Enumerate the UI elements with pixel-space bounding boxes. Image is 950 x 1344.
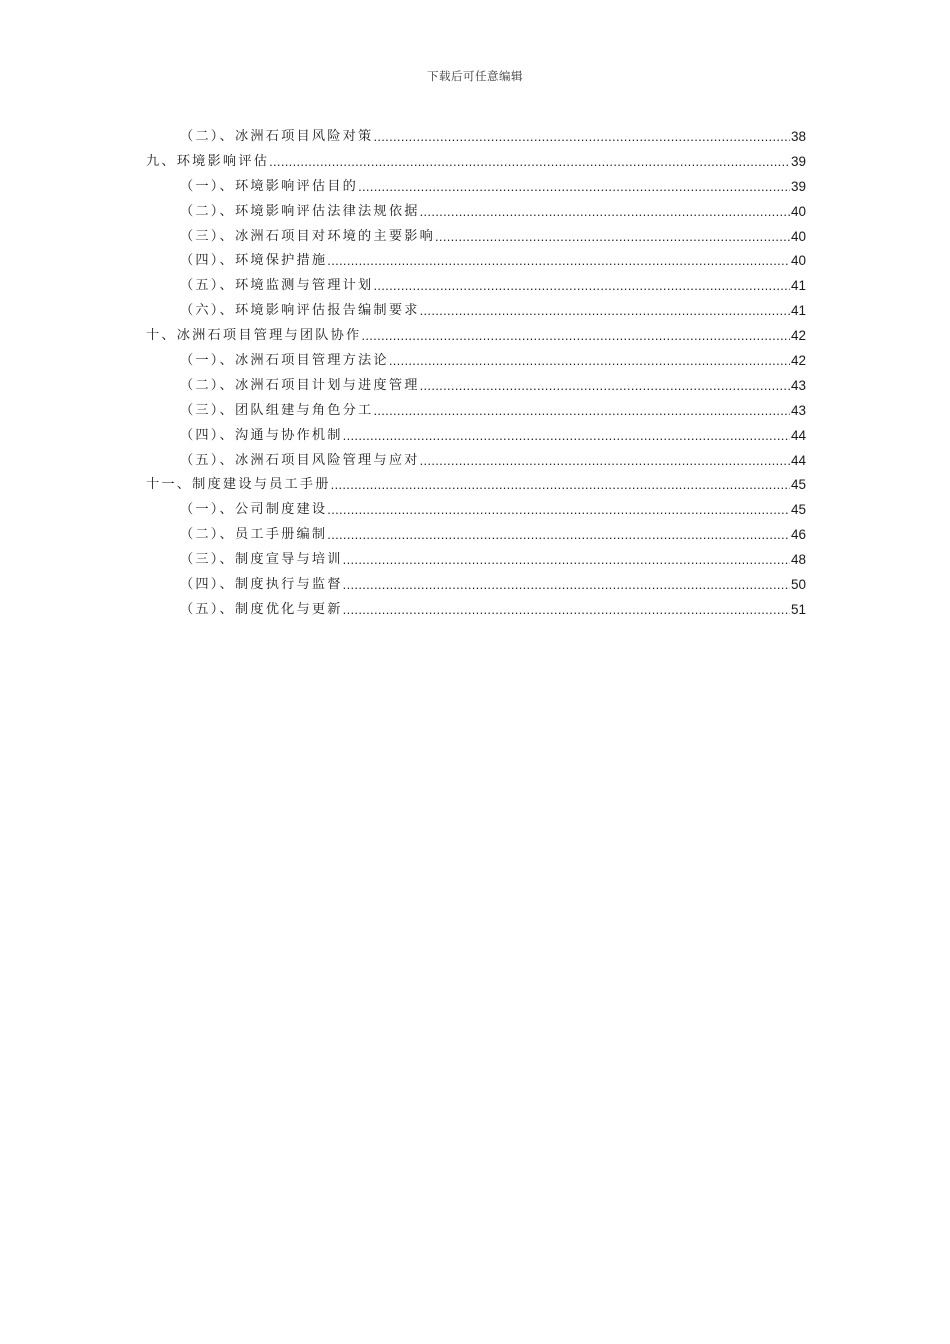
toc-dot-leader [327,249,790,274]
toc-entry-title: （四）、沟通与协作机制 [180,427,343,443]
toc-page-number: 48 [790,552,806,568]
toc-dot-leader [420,374,790,399]
toc-entry[interactable] [146,125,806,150]
toc-entry[interactable] [146,349,806,374]
toc-entry-title: （一）、公司制度建设 [180,502,328,518]
toc-page-number: 45 [790,502,806,518]
toc-page-number: 45 [790,477,806,493]
toc-dot-leader [373,274,790,299]
toc-page-number: 44 [790,427,806,443]
toc-entry[interactable] [146,200,806,225]
toc-page-number: 40 [790,253,806,269]
toc-dot-leader [420,449,790,474]
toc-entry[interactable] [146,449,806,474]
toc-entry[interactable] [146,274,806,299]
toc-dot-leader [420,299,790,324]
toc-entry[interactable] [146,573,806,598]
toc-entry[interactable] [146,225,806,250]
toc-page-number: 42 [790,353,806,368]
toc-entry-title: （二）、环境影响评估法律法规依据 [180,203,420,219]
toc-dot-leader [361,324,790,349]
toc-dot-leader [343,573,790,598]
toc-entry-title: （二）、冰洲石项目计划与进度管理 [180,377,420,393]
toc-page-number: 43 [790,402,806,418]
toc-page-number: 42 [790,328,806,344]
toc-entry-title: （五）、制度优化与更新 [180,601,343,617]
toc-entry[interactable] [146,324,806,349]
toc-dot-leader [373,125,790,150]
toc-entry[interactable] [146,424,806,449]
toc-entry-title: （四）、环境保护措施 [180,253,328,269]
toc-dot-leader [327,498,790,523]
toc-entry-title: （三）、冰洲石项目对环境的主要影响 [180,228,435,244]
toc-dot-leader [343,598,790,623]
toc-entry[interactable] [146,548,806,573]
toc-page-number: 39 [790,178,806,194]
toc-entry-title: （五）、环境监测与管理计划 [180,278,374,294]
toc-entry[interactable] [146,523,806,548]
toc-dot-leader [435,225,790,250]
toc-entry-title: 十一、制度建设与员工手册 [146,477,331,493]
toc-page-number: 40 [790,228,806,244]
toc-dot-leader [373,399,790,424]
toc-entry[interactable] [146,150,806,175]
toc-entry[interactable] [146,598,806,623]
toc-dot-leader [343,424,790,449]
toc-entry[interactable] [146,498,806,523]
toc-page-number: 38 [790,128,806,144]
toc-dot-leader [269,150,790,175]
toc-page-number: 46 [790,527,806,543]
page-header: 下载后可任意编辑 [427,69,523,83]
toc-page-number: 50 [790,577,806,593]
toc-entry-title: 十、冰洲石项目管理与团队协作 [146,328,362,344]
toc-dot-leader [343,548,790,573]
toc-entry[interactable] [146,399,806,424]
table-of-contents [146,125,806,623]
toc-entry[interactable] [146,374,806,399]
toc-dot-leader [331,473,790,498]
toc-entry-title: （六）、环境影响评估报告编制要求 [180,303,420,319]
toc-entry-title: （二）、员工手册编制 [180,527,328,543]
toc-page-number: 51 [790,601,806,617]
toc-entry-title: （一）、环境影响评估目的 [180,178,359,194]
toc-entry-title: （三）、团队组建与角色分工 [180,402,374,418]
toc-entry[interactable] [146,299,806,324]
toc-entry-title: （一）、冰洲石项目管理方法论 [180,353,389,368]
toc-entry-title: （五）、冰洲石项目风险管理与应对 [180,452,420,468]
toc-entry[interactable] [146,249,806,274]
toc-entry[interactable] [146,175,806,200]
toc-page-number: 40 [790,203,806,219]
toc-entry-title: （二）、冰洲石项目风险对策 [180,128,374,144]
toc-page-number: 39 [790,153,806,169]
toc-page-number: 41 [790,278,806,294]
toc-dot-leader [420,200,790,225]
toc-dot-leader [358,175,790,200]
toc-page-number: 41 [790,303,806,319]
toc-entry-title: （三）、制度宣导与培训 [180,552,343,568]
toc-entry[interactable] [146,473,806,498]
toc-page-number: 43 [790,377,806,393]
toc-entry-title: 九、环境影响评估 [146,153,270,169]
toc-dot-leader [389,349,790,374]
toc-dot-leader [327,523,790,548]
toc-entry-title: （四）、制度执行与监督 [180,577,343,593]
toc-page-number: 44 [790,452,806,468]
